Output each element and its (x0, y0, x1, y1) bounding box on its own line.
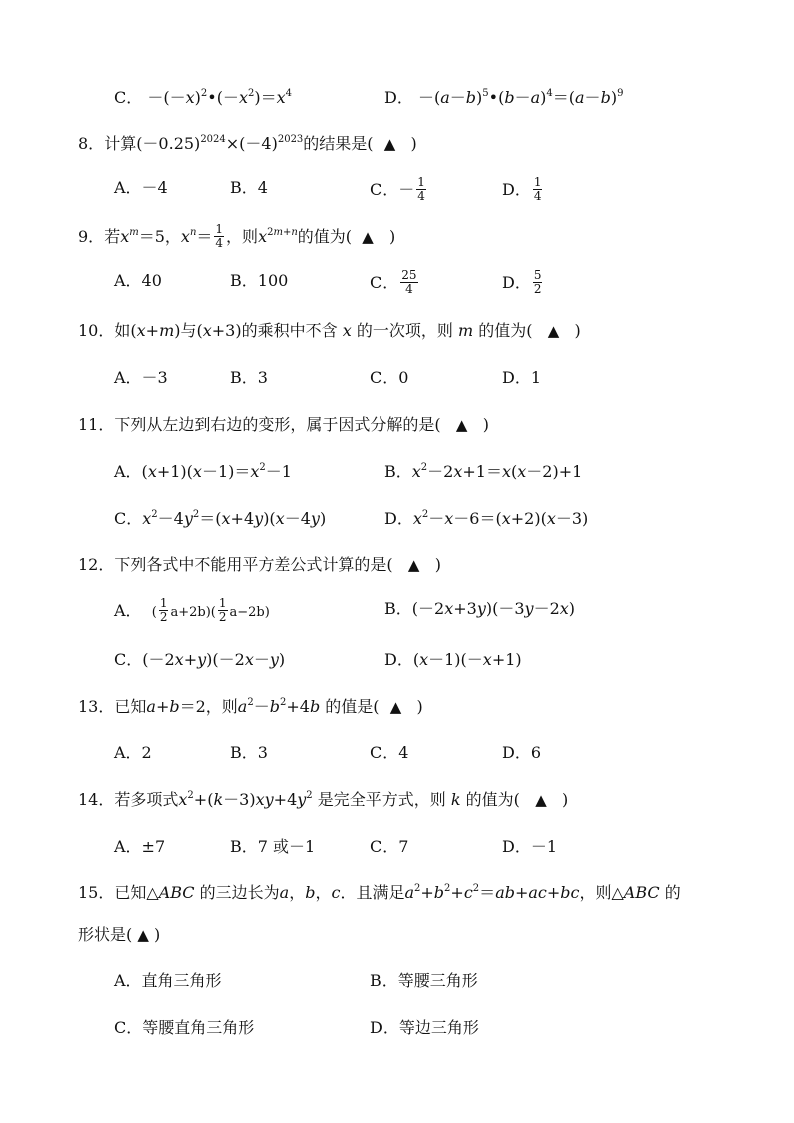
q15-option-a: A．直角三角形 (114, 971, 222, 990)
q14-option-c: C．7 (370, 837, 409, 856)
q12-option-c: C．(－2x+y)(－2x－y) (114, 650, 286, 669)
q9-stem: 9．若$x^m=5$，$x^n=$ $\frac{1}{4}$ ，则$x^{2m+n}$的值为( ▲ ) (78, 222, 396, 250)
q15-option-b: B．等腰三角形 (370, 971, 478, 990)
q10-stem: 10．如(x+m)与(x+3)的乘积中不含 x 的一次项，则 m 的值为( ▲ ) (78, 321, 581, 340)
q13-option-b: B．3 (230, 743, 268, 762)
q11-stem: 11．下列从左边到右边的变形，属于因式分解的是( ▲ ) (78, 415, 489, 434)
q12-option-d: D．(x－1)(－x+1) (384, 650, 522, 669)
q11-option-b: B．$x^2-2x+1=x(x-2)+1$ (384, 462, 583, 481)
q11-option-a: A．$(x+1)(x-1)=x^2-1$ (114, 462, 292, 481)
q8-option-c: C．－ $\frac{1}{4}$ (370, 175, 425, 203)
answer-blank-triangle-icon: ▲ (362, 228, 374, 246)
q8-option-d: D． $\frac{1}{4}$ (502, 175, 542, 203)
q9-option-d: D． $\frac{5}{2}$ (502, 268, 542, 296)
q10-option-a: A．－3 (114, 368, 168, 387)
q8-option-b: B．4 (230, 178, 268, 197)
q7-option-c: C． $-(-x)^2•(-x^2)=x^4$ (114, 88, 292, 107)
q8-option-a: A．－4 (114, 178, 168, 197)
q15-stem-line2: 形状是( ▲ ) (78, 925, 161, 944)
q9-option-c: C． $\frac{25}{4}$ (370, 268, 417, 296)
answer-blank-triangle-icon: ▲ (383, 135, 396, 153)
q11-option-c: C．$x^2-4y^2=(x+4y)(x-4y)$ (114, 509, 327, 528)
q13-option-a: A．2 (114, 743, 152, 762)
q14-option-d: D．－1 (502, 837, 558, 856)
answer-blank-triangle-icon: ▲ (547, 322, 560, 340)
q11-option-d: D．$x^2-x-6=(x+2)(x-3)$ (384, 509, 589, 528)
answer-blank-triangle-icon: ▲ (535, 791, 547, 809)
q9-option-b: B．100 (230, 271, 289, 290)
q8-stem: 8．计算$(-0.25)^{2024}\times(-4)^{2023}$的结果是( ▲ ) (78, 134, 417, 153)
answer-blank-triangle-icon: ▲ (407, 556, 420, 574)
q10-option-d: D．1 (502, 368, 542, 387)
answer-blank-triangle-icon: ▲ (389, 698, 402, 716)
q15-option-d: D．等边三角形 (370, 1018, 479, 1037)
q14-stem: 14．若多项式$x^2+(k-3)xy+4y^2$ 是完全平方式，则 k 的值为( ▲ ) (78, 790, 569, 809)
q14-option-a: A．±7 (114, 837, 166, 856)
q12-option-a: A． ( $\frac{1}{2}$ a+2b)( $\frac{1}{2}$ a−2b) (114, 596, 270, 624)
q14-option-b: B．7 或－1 (230, 837, 316, 856)
q10-option-c: C．0 (370, 368, 409, 387)
q12-option-b: B．(－2x+3y)(－3y－2x) (384, 599, 576, 618)
answer-blank-triangle-icon: ▲ (455, 416, 468, 434)
answer-blank-triangle-icon: ▲ (137, 926, 149, 944)
q13-stem: 13．已知a+b＝2，则$a^2-b^2+4b$ 的值是( ▲ ) (78, 697, 423, 716)
q10-option-b: B．3 (230, 368, 268, 387)
q9-option-a: A．40 (114, 271, 162, 290)
q12-stem: 12．下列各式中不能用平方差公式计算的是( ▲ ) (78, 555, 441, 574)
q15-option-c: C．等腰直角三角形 (114, 1018, 255, 1037)
q7-option-d: D． $-(a-b)^5•(b-a)^4=(a-b)^9$ (384, 88, 624, 107)
q13-option-c: C．4 (370, 743, 409, 762)
q15-stem: 15．已知△ABC 的三边长为a，b，c．且满足$a^2+b^2+c^2=ab+ac+bc$，则△ABC 的 (78, 883, 681, 902)
q13-option-d: D．6 (502, 743, 542, 762)
